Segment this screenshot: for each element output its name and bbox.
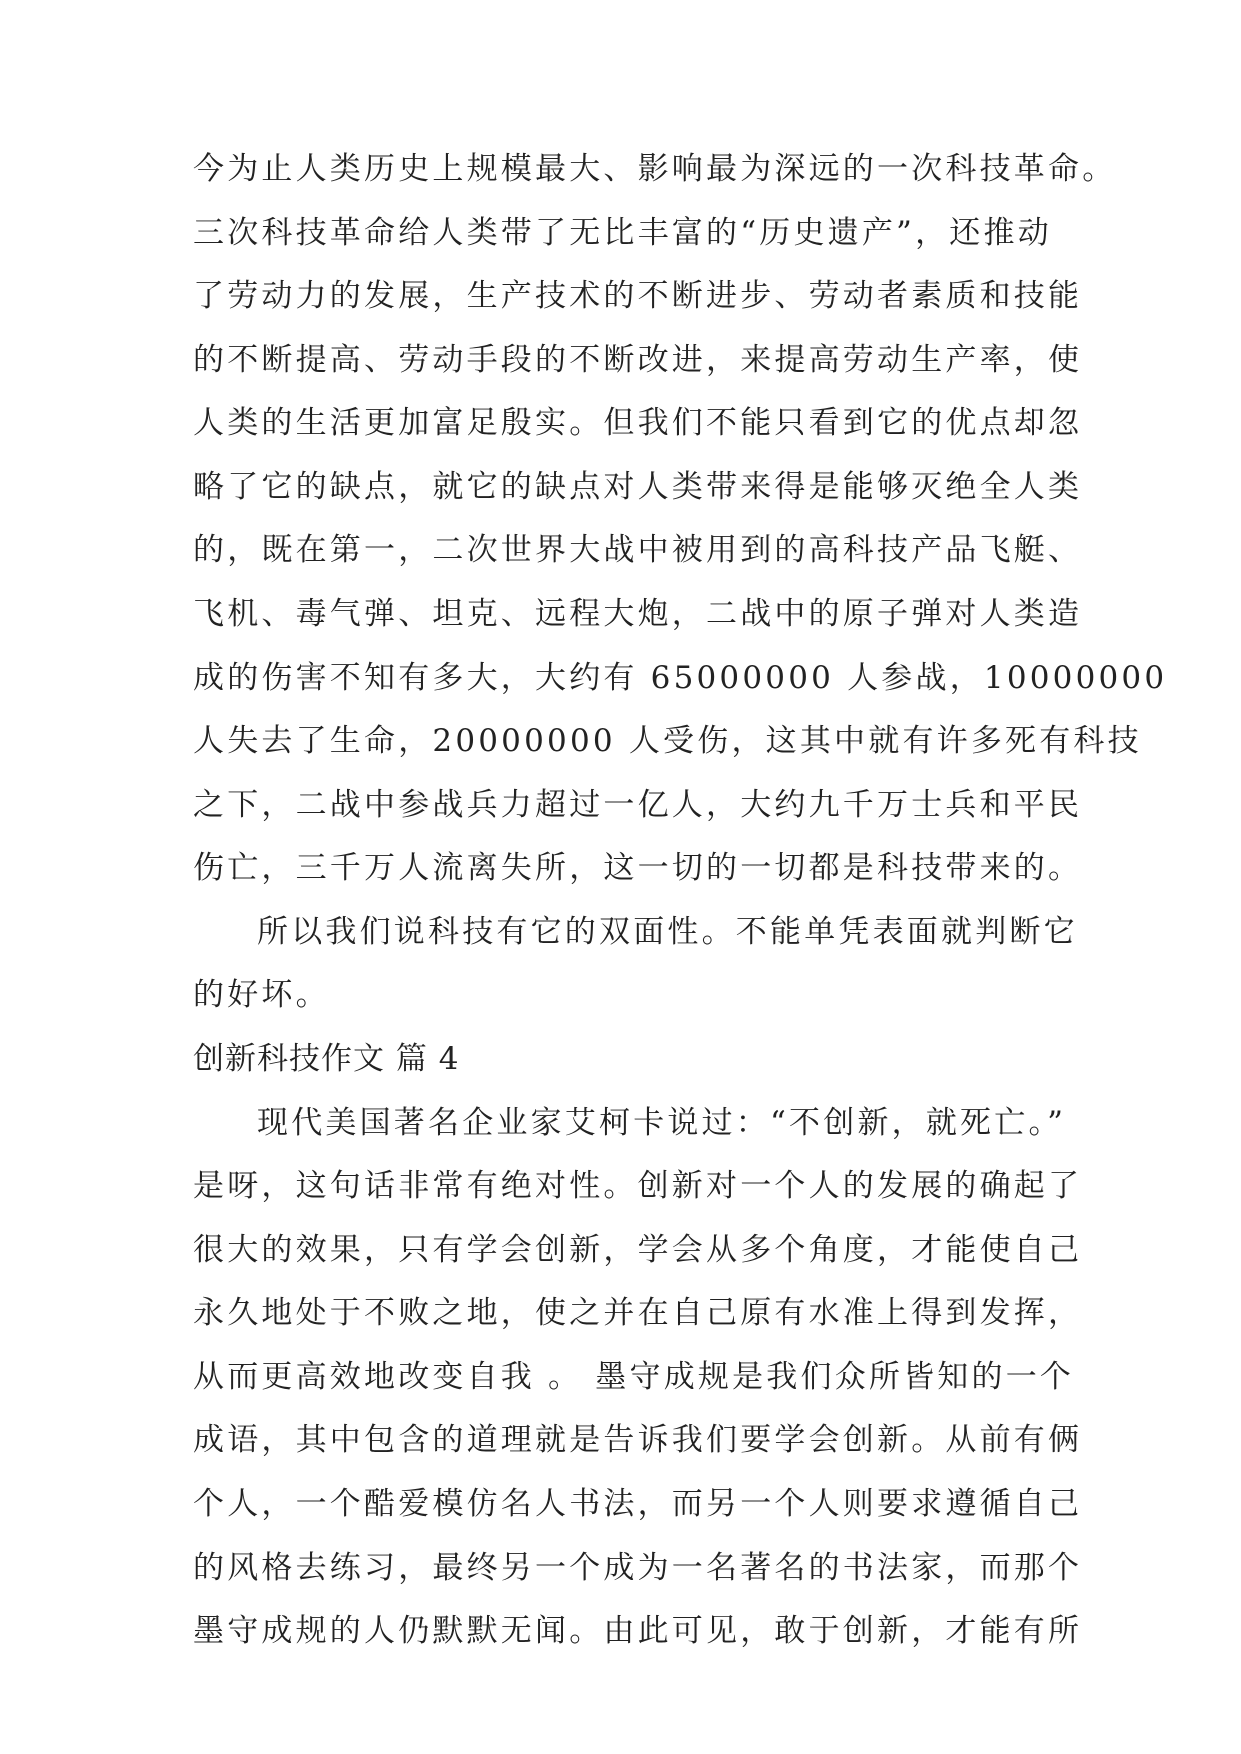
paragraph-line: 伤亡，三千万人流离失所，这一切的一切都是科技带来的。 [193,850,1083,886]
paragraph-line: 今为止人类历史上规模最大、影响最为深远的一次科技革命。 [193,151,1117,187]
paragraph-line: 之下，二战中参战兵力超过一亿人，大约九千万士兵和平民 [193,787,1083,823]
paragraph-line: 人类的生活更加富足殷实。但我们不能只看到它的优点却忽 [193,405,1083,441]
paragraph-line: 成的伤害不知有多大，大约有 65000000 人参战，10000000 [193,660,1168,696]
paragraph-line: 了劳动力的发展，生产技术的不断进步、劳动者素质和技能 [193,278,1083,314]
paragraph-line: 墨守成规的人仍默默无闻。由此可见，敢于创新，才能有所 [193,1613,1083,1649]
paragraph-line: 成语，其中包含的道理就是告诉我们要学会创新。从前有俩 [193,1422,1083,1458]
paragraph-line: 的风格去练习，最终另一个成为一名著名的书法家，而那个 [193,1550,1083,1586]
paragraph-line: 从而更高效地改变自我 。 墨守成规是我们众所皆知的一个 [193,1359,1075,1395]
paragraph-line: 飞机、毒气弹、坦克、远程大炮，二战中的原子弹对人类造 [193,596,1083,632]
paragraph-line: 现代美国著名企业家艾柯卡说过：“不创新，就死亡。” [257,1105,1067,1141]
paragraph-line: 略了它的缺点，就它的缺点对人类带来得是能够灭绝全人类 [193,469,1083,505]
paragraph-line: 所以我们说科技有它的双面性。不能单凭表面就判断它 [257,914,1078,950]
paragraph-line: 的，既在第一，二次世界大战中被用到的高科技产品飞艇、 [193,532,1083,568]
paragraph-line: 的好坏。 [193,977,330,1013]
paragraph-line: 的不断提高、劳动手段的不断改进，来提高劳动生产率，使 [193,342,1083,378]
section-heading: 创新科技作文 篇 4 [193,1041,460,1077]
paragraph-line: 个人，一个酷爱模仿名人书法，而另一个人则要求遵循自己 [193,1486,1083,1522]
paragraph-line: 人失去了生命，20000000 人受伤，这其中就有许多死有科技 [193,723,1142,759]
paragraph-line: 是呀，这句话非常有绝对性。创新对一个人的发展的确起了 [193,1168,1083,1204]
paragraph-line: 永久地处于不败之地，使之并在自己原有水准上得到发挥， [193,1295,1083,1331]
paragraph-line: 很大的效果，只有学会创新，学会从多个角度，才能使自己 [193,1232,1083,1268]
paragraph-line: 三次科技革命给人类带了无比丰富的“历史遗产”，还推动 [193,215,1052,251]
